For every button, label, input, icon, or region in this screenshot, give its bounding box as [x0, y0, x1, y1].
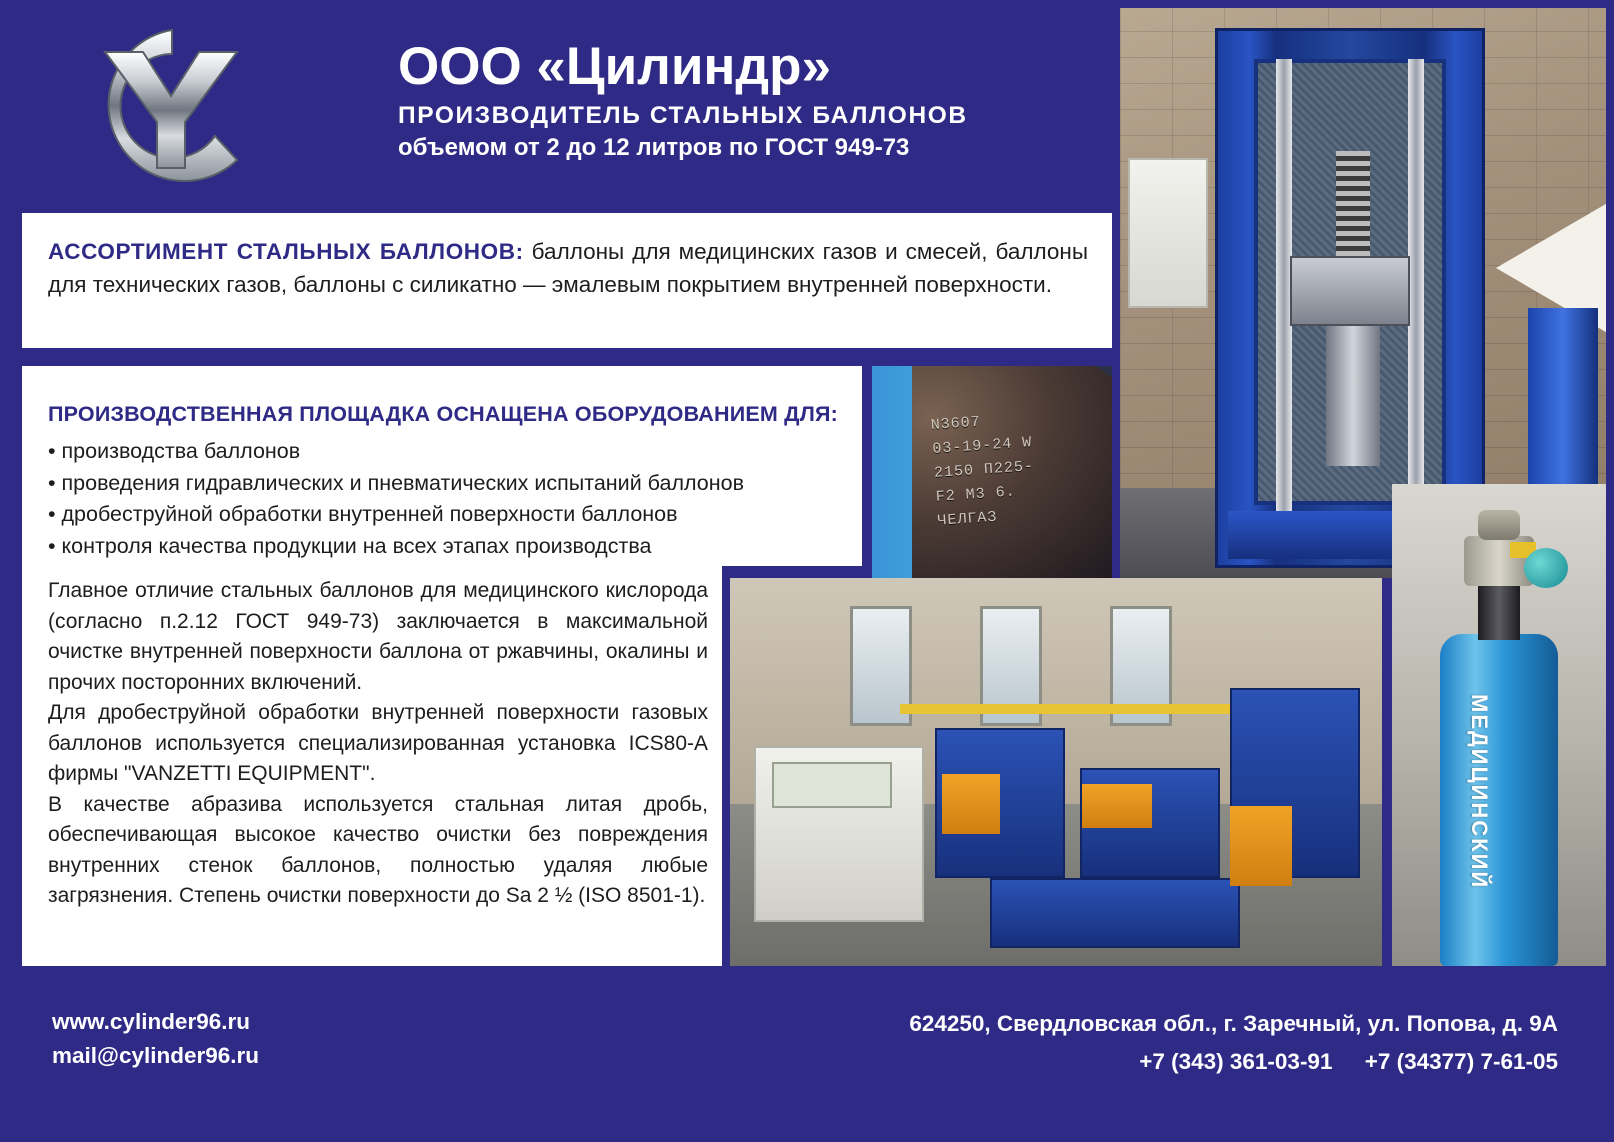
line-control-panel	[754, 746, 924, 922]
valve-knob	[1478, 510, 1520, 540]
logo-container	[22, 8, 342, 198]
stamp-markings	[930, 402, 1108, 534]
company-subtitle-2: объемом от 2 до 12 литров по ГОСТ 949-73	[398, 134, 910, 161]
footer-band	[0, 977, 1614, 1142]
company-title: ООО «Цилиндр»	[398, 37, 831, 96]
assortment-body: баллоны для медицинских газов и смесей, баллоны для технических газов, баллоны с силикатно — эмалевым покрытием внутренней поверхности.	[48, 239, 1088, 297]
description-paragraph-1: Главное отличие стальных баллонов для медицинского кислорода (согласно п.2.12 ГОСТ 949-73) заключается в максимальной очистке внутренней поверхности баллона от ржавчины, окалины и прочих посторонних включений.	[48, 579, 708, 694]
description-paragraph-2: Для дробеструйной обработки внутренней поверхности газовых баллонов используется специализированная установка ICS80-A фирмы "VANZETTI EQUIPMENT".	[48, 701, 708, 785]
machine-base	[990, 878, 1240, 948]
cylinder-label-text: МЕДИЦИНСКИЙ	[1467, 694, 1492, 890]
panel-display	[772, 762, 892, 808]
cylinder-stamp-photo	[872, 366, 1112, 578]
equipment-band	[22, 366, 862, 566]
assortment-band	[22, 213, 1112, 348]
list-item: • контроля качества продукции на всех этапах производства	[48, 531, 848, 563]
email-link[interactable]: mail@cylinder96.ru	[52, 1043, 260, 1068]
stamp-line: ЧЕЛГАЗ	[936, 508, 998, 530]
orange-part	[1230, 806, 1292, 886]
press-head	[1290, 256, 1410, 326]
assortment-paragraph	[48, 235, 1088, 301]
description-band	[22, 566, 722, 966]
cylinder-neck	[1478, 580, 1520, 640]
press-control-panel	[1128, 158, 1208, 308]
orange-part	[1082, 784, 1152, 828]
stamp-line: 03-19-24 W	[931, 434, 1033, 458]
assortment-lead: АССОРТИМЕНТ СТАЛЬНЫХ БАЛЛОНОВ:	[48, 239, 524, 264]
press-spring	[1336, 151, 1370, 261]
list-item: • проведения гидравлических и пневматических испытаний баллонов	[48, 468, 848, 500]
address-text: 624250, Свердловская обл., г. Заречный, ул. Попова, д. 9А	[909, 1011, 1558, 1036]
stamp-line: 2150 П225-	[933, 457, 1035, 482]
equipment-title: ПРОИЗВОДСТВЕННАЯ ПЛОЩАДКА ОСНАЩЕНА ОБОРУДОВАНИЕМ ДЛЯ:	[48, 402, 838, 426]
cylinder-body	[1440, 634, 1558, 966]
phone-1[interactable]: +7 (343) 361-03-91	[1139, 1049, 1333, 1074]
footer-contacts-left	[52, 1005, 259, 1073]
blue-cylinder-edge	[872, 366, 912, 578]
company-subtitle-1: ПРОИЗВОДИТЕЛЬ СТАЛЬНЫХ БАЛЛОНОВ	[398, 102, 968, 129]
phone-numbers	[909, 1043, 1558, 1081]
header-text-block	[398, 38, 968, 162]
description-paragraph-3: В качестве абразива используется стальная литая дробь, обеспечивающая высокое качество очистки без повреждения внутренних стенок баллонов, полностью удаляя любые загрязнения. Степень очистки поверхности до Sa 2 ½ (ISO 8501-1).	[48, 792, 708, 907]
list-item: • дробеструйной обработки внутренней поверхности баллонов	[48, 499, 848, 531]
stamp-line: F2 M3 6.	[935, 483, 1017, 506]
stamp-line: N3607	[930, 413, 982, 435]
cylinder-logo-icon	[47, 18, 297, 193]
website-link[interactable]: www.cylinder96.ru	[52, 1009, 250, 1034]
production-line-photo	[730, 578, 1382, 966]
list-item: • производства баллонов	[48, 436, 848, 468]
description-text	[48, 576, 708, 912]
press-column-right	[1408, 59, 1424, 525]
medical-cylinder-photo	[1392, 484, 1606, 966]
footer-contacts-right	[909, 1005, 1558, 1081]
orange-part	[942, 774, 1000, 834]
press-cylinder	[1326, 326, 1380, 466]
equipment-list	[48, 436, 848, 562]
yellow-pipe	[900, 704, 1230, 714]
valve-handwheel	[1524, 548, 1568, 588]
phone-2[interactable]: +7 (34377) 7-61-05	[1364, 1049, 1558, 1074]
